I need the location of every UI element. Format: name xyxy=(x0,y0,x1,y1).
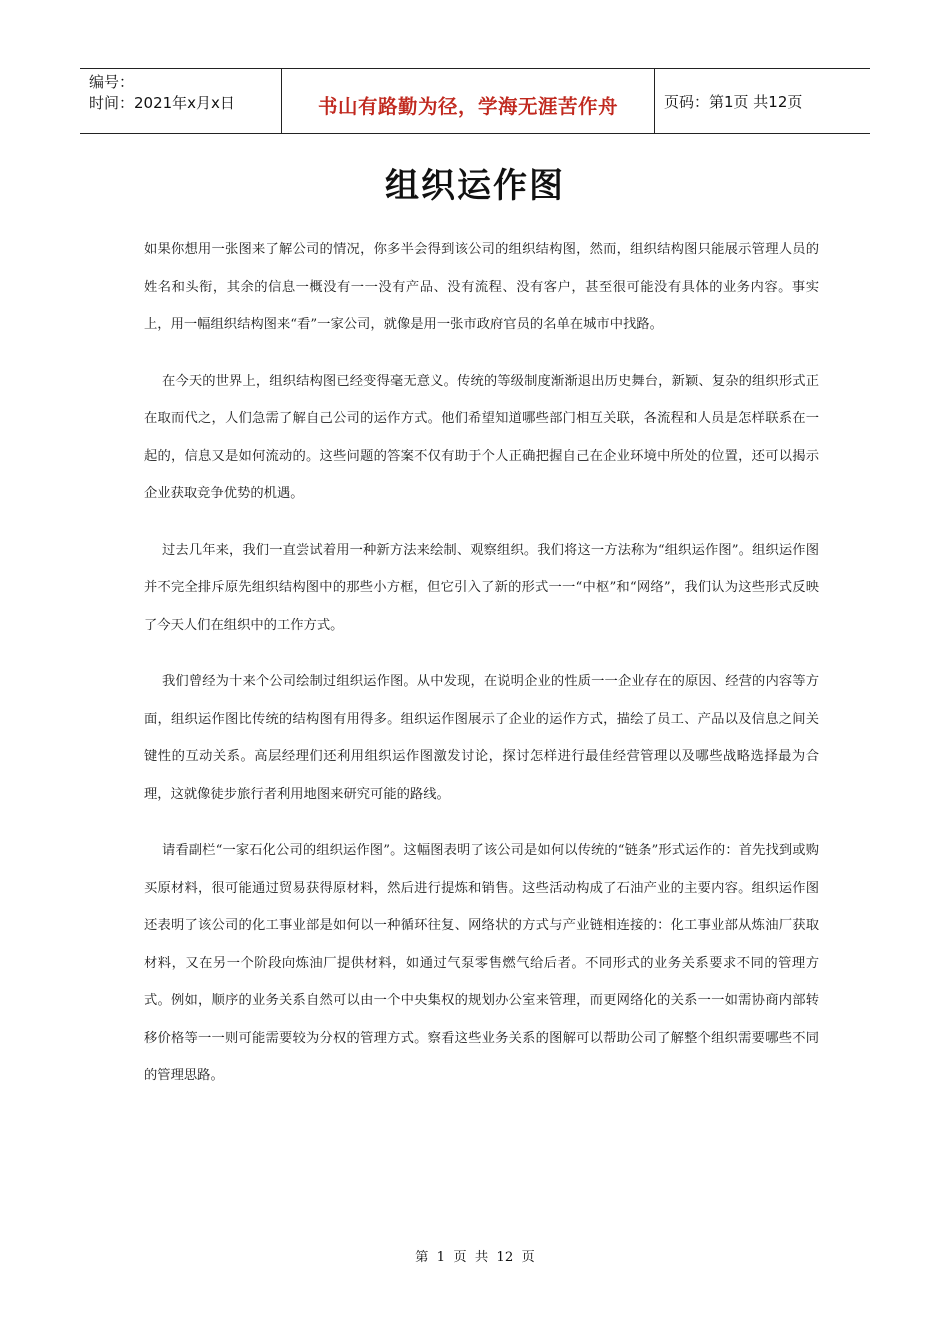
body-paragraph: 我们曾经为十来个公司绘制过组织运作图。从中发现，在说明企业的性质一一企业存在的原因、经营的内容等方面，组织运作图比传统的结构图有用得多。组织运作图展示了企业的运作方式，描绘了员工、产品以及信息之间关键性的互动关系。高层经理们还利用组织运作图激发讨论，探讨怎样进行最佳经营管理以及哪些战略选择最为合理，这就像徒步旅行者利用地图来研究可能的路线。 xyxy=(144,674,819,802)
document-title: 组织运作图 xyxy=(385,166,565,206)
document-body xyxy=(144,231,819,1114)
body-paragraph: 请看副栏“一家石化公司的组织运作图”。这幅图表明了该公司是如何以传统的“链条”形式运作的：首先找到或购买原材料，很可能通过贸易获得原材料，然后进行提炼和销售。这些活动构成了石油产业的主要内容。组织运作图还表明了该公司的化工事业部是如何以一种循环往复、网络状的方式与产业链相连接的：化工事业部从炼油厂获取材料，又在另一个阶段向炼油厂提供材料，如通过气泵零售燃气给后者。不同形式的业务关系要求不同的管理方式。例如，顺序的业务关系自然可以由一个中央集权的规划办公室来管理，而更网络化的关系一一如需协商内部转移价格等一一则可能需要较为分权的管理方式。察看这些业务关系的图解可以帮助公司了解整个组织需要哪些不同的管理思路。 xyxy=(144,843,819,1083)
header-page-info-cell xyxy=(655,69,870,133)
header-meta xyxy=(80,69,281,133)
header-motto-cell xyxy=(281,69,655,133)
body-paragraph: 如果你想用一张图来了解公司的情况，你多半会得到该公司的组织结构图，然而，组织结构图只能展示管理人员的姓名和头衔，其余的信息一概没有一一没有产品、没有流程、没有客户，甚至很可能没有具体的业务内容。事实上，用一幅组织结构图来“看”一家公司，就像是用一张市政府官员的名单在城市中找路。 xyxy=(144,242,819,332)
header-page-info: 页码：第1页 共12页 xyxy=(664,92,803,111)
body-paragraph: 过去几年来，我们一直尝试着用一种新方法来绘制、观察组织。我们将这一方法称为“组织运作图”。组织运作图并不完全排斥原先组织结构图中的那些小方框，但它引入了新的形式一一“中枢”和“网络”，我们认为这些形式反映了今天人们在组织中的工作方式。 xyxy=(144,542,819,633)
serial-label: 编号： xyxy=(89,73,135,91)
body-paragraph: 在今天的世界上，组织结构图已经变得毫无意义。传统的等级制度渐渐退出历史舞台，新颖、复杂的组织形式正在取而代之，人们急需了解自己公司的运作方式。他们希望知道哪些部门相互关联，各流程和人员是怎样联系在一起的，信息又是如何流动的。这些问题的答案不仅有助于个人正确把握自己在企业环境中所处的位置，还可以揭示企业获取竞争优势的机遇。 xyxy=(144,373,819,501)
page-footer: 第 1 页 共 12 页 xyxy=(415,1250,535,1265)
time-label: 时间：2021年x月x日 xyxy=(89,94,235,112)
page-header xyxy=(80,68,870,134)
header-motto: 书山有路勤为径，学海无涯苦作舟 xyxy=(317,95,618,118)
